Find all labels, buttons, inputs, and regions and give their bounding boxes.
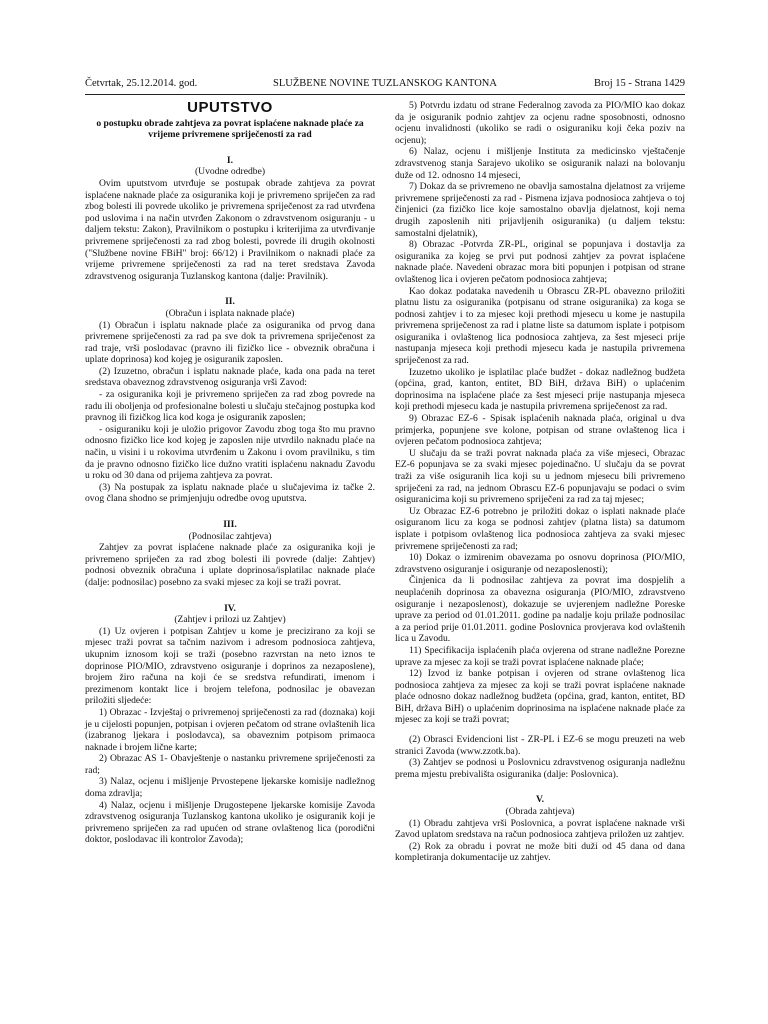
- paragraph: 4) Nalaz, ocjenu i mišljenje Drugostepene ljekarske komisije Zavoda zdravstvenog osiguranja Tuzlanskog kantona ukoliko je osiguranik koji je privremeno spriječen za rad upućen od strane ovlaštenog lica (porodični doktor, poslodavac ili kontrolor Zavoda);: [85, 799, 375, 846]
- paragraph: - za osiguranika koji je privremeno spriječen za rad zbog povrede na radu ili oboljenja od profesionalne bolesti u slučaju stečajnog postupka kod pravnog ili fizičkog lica kod koga je osiguranik zaposlen;: [85, 389, 375, 424]
- paragraph: (2) Rok za obradu i povrat ne može biti duži od 45 dana od dana kompletiranja dokumentacije uz zahtjev.: [395, 840, 685, 864]
- section-number: III.: [223, 519, 237, 530]
- section-heading: (Uvodne odredbe): [194, 166, 266, 178]
- paragraph: Izuzetno ukoliko je isplatilac plaće budžet - dokaz nadležnog budžeta (općina, grad, kanton, entitet, BD BiH, država BiH) o uplaćenim doprinosima na isplaćene plaće za šest mjeseci prije nastupanja mjeseca koji prethodi mjesecu kada je nastupila privremena spriječenost za rad.: [395, 366, 685, 413]
- paragraph: (1) Obradu zahtjeva vrši Poslovnica, a povrat isplaćene naknade vrši Zavod uplatom sredstava na račun podnosioca zahtjeva priložen uz zahtjev.: [395, 817, 685, 841]
- paragraph: 5) Potvrdu izdatu od strane Federalnog zavoda za PIO/MIO kao dokaz da je osiguranik podnio zahtjev za ocjenu radne sposobnosti, odnosno ocjenu invalidnosti (ukoliko se radi o osiguraniku koji čeka poziv na ocjenu);: [395, 100, 685, 146]
- paragraph: - osiguraniku koji je uložio prigovor Zavodu zbog toga što mu pravno odnosno fizičko lice kod kojeg je zaposlen nije utvrdilo naknadu plaće na način, u visini i u rokovima utvrđenim u Zakonu i ovom pravilniku, s tim da je pravno odnosno fizičko lice dužno vratiti isplaćenu naknadu Zavodu u roku od 30 dana od prijema zahtjeva za povrat.: [85, 423, 375, 482]
- document-subtitle: o postupku obrade zahtjeva za povrat isplaćene naknade plaće za vrijeme privremene spriječenosti za rad: [96, 117, 364, 141]
- paragraph: (3) Zahtjev se podnosi u Poslovnicu zdravstvenog osiguranja nadležnu prema mjestu prebivališta osiguranika (dalje: Poslovnica).: [395, 757, 685, 780]
- header-journal: SLUŽBENE NOVINE TUZLANSKOG KANTONA: [273, 78, 497, 89]
- paragraph: 6) Nalaz, ocjenu i mišljenje Instituta za medicinsko vještačenje zdravstvenog stanja Sarajevo ukoliko se osiguranik nalazi na bolovanju duže od 12. odnosno 14 mjeseci,: [395, 146, 685, 181]
- spacer: [395, 726, 685, 734]
- header-page-number: Broj 15 - Strana 1429: [594, 78, 685, 89]
- document-title: UPUTSTVO: [187, 99, 273, 116]
- paragraph: Zahtjev za povrat isplaćene naknade plaće za osiguranika koji je privremeno spriječen za rad zbog bolesti ili povrede (dalje: Zahtjev) podnosi obveznik obračuna i uplate doprinosa/isplatilac naknade plaće (dalje: podnosilac) posebno za svaki mjesec za koji se traži povrat.: [85, 542, 375, 588]
- paragraph: 3) Nalaz, ocjenu i mišljenje Prvostepene ljekarske komisije nadležnog doma zdravlja;: [85, 776, 375, 800]
- section-number: II.: [225, 296, 235, 308]
- left-column: [85, 100, 375, 846]
- paragraph: 7) Dokaz da se privremeno ne obavlja samostalna djelatnost za vrijeme privremene spriječenosti za rad - Pismena izjava podnosioca zahtjeva o toj činjenici (za fizičko lice koje samostalno obavlja djelatnost, koji nema drugih zaposlenih niti prijavljenih osiguranika) (u daljem tekstu: samostalni djelatnik),: [395, 181, 685, 239]
- paragraph: Kao dokaz podataka navedenih u Obrascu ZR-PL obavezno priložiti platnu listu za osiguranika (potpisanu od strane osiguranika) za koga se podnosi zahtjev i to za mjesec koji prethodi mjesecu u kome je nastupila privremena spriječenost za rad i platne liste sa datumom isplate i potpisom osiguranika i ovlaštenog lica podnosioca zahtjeva, za šest mjeseci prije nastupanja mjeseca koji prethodi mjesecu kada je nastupila privremena spriječenost za rad.: [395, 285, 685, 367]
- paragraph: 1) Obrazac - Izvještaj o privremenoj spriječenosti za rad (doznaka) koji je u cijelosti popunjen, potpisan i ovjeren pečatom od strane ovlaštenih lica (izabranog ljekara i poslodavca), sa obaveznim potpisom primaoca naknade i brojem lične karte;: [85, 706, 375, 753]
- paragraph: 10) Dokaz o izmirenim obavezama po osnovu doprinosa (PIO/MIO, zdravstveno osiguranje i osiguranje od nezaposlenosti);: [395, 552, 685, 575]
- paragraph: 9) Obrazac EZ-6 - Spisak isplaćenih naknada plaća, original u dva primjerka, popunjene sve kolone, potpisan od strane ovlaštenog lica i ovjeren pečatom podnosioca zahtjeva;: [395, 413, 685, 448]
- header-date: Četvrtak, 25.12.2014. god.: [85, 78, 198, 89]
- paragraph: (2) Izuzetno, obračun i isplatu naknade plaće, kada ona pada na teret sredstava obaveznog zdravstvenog osiguranja vrši Zavod:: [85, 365, 375, 389]
- paragraph: 12) Izvod iz banke potpisan i ovjeren od strane ovlaštenog lica podnosioca zahtjeva za mjesec za koji se traži povrat isplaćene naknade plaće odnosno dokaz nadležnog budžeta (općina, grad, kanton, entitet, BD BiH, država BiH) o uplaćenim doprinosima na isplaćene naknade plaće za mjesec za koji se traži povrat;: [395, 668, 685, 726]
- section-heading: (Obračun i isplata naknade plaće): [165, 307, 295, 319]
- paragraph: (1) Obračun i isplatu naknade plaće za osiguranika od prvog dana privremene spriječenosti za rad pa sve dok ta privremena spriječenost za rad traje, vrši poslodavac (pravno ili fizičko lice - obveznik obračuna i uplate doprinosa) kod kojeg je osiguranik zaposlen.: [85, 319, 375, 366]
- section-number: IV.: [224, 602, 236, 614]
- page-header: [85, 78, 685, 95]
- paragraph: 8) Obrazac -Potvrda ZR-PL, original se popunjava i dostavlja za osiguranika za kojeg se prvi put podnosi zahtjev za povrat isplaćene naknade plaće. Navedeni obrazac mora biti popunjen i potpisan od strane ovlaštenog lica i ovjeren pečatom podnosioca zahtjeva;: [395, 239, 685, 285]
- section-number: I.: [226, 154, 234, 166]
- paragraph: Uz Obrazac EZ-6 potrebno je priložiti dokaz o isplati naknade plaće osiguranom licu za koga se podnosi zahtjev (platna lista) sa datumom isplate i potpisom ovlaštenog lica podnosioca zahtjeva za svaki mjesec privremene spriječenosti za rad;: [395, 505, 685, 552]
- section-heading: (Zahtjev i prilozi uz Zahtjev): [174, 614, 286, 626]
- right-column: [395, 100, 685, 864]
- section-heading: (Obrada zahtjeva): [505, 806, 575, 818]
- paragraph: U slučaju da se traži povrat naknada plaća za više mjeseci, Obrazac EZ-6 popunjava se za svaki mjesec pojedinačno. U slučaju da se povrat traži za više osiguranih lica koji su u jednom mjesecu bili privremeno spriječeni za rad, na jednom Obrascu EZ-6 popunjavaju se podaci o svim osiguranicima koji su privremeno spriječeni za rad za taj mjesec;: [395, 447, 685, 506]
- paragraph: (3) Na postupak za isplatu naknade plaće u slučajevima iz tačke 2. ovog člana shodno se primjenjuju odredbe ovog uputstva.: [85, 481, 375, 505]
- paragraph: 11) Specifikacija isplaćenih plaća ovjerena od strane nadležne Porezne uprave za mjesec za koji se traži povrat isplaćene naknade plaće;: [395, 644, 685, 668]
- paragraph: (1) Uz ovjeren i potpisan Zahtjev u kome je precizirano za koji se mjesec traži povrat sa tačnim nazivom i adresom podnosioca zahtjeva, ukupnim iznosom koji se traži (posebno razvrstan na neto iznos te doprinose PIO/MIO, zdravstveno osiguranje i doprinos za nezaposlene), brojem žiro računa na koji će se sredstva refundirati, imenom i prezimenom kontakt lice i brojem telefona, podnosilac je obavezan priložiti sljedeće:: [85, 625, 375, 707]
- paragraph: 2) Obrazac AS 1- Obavještenje o nastanku privremene spriječenosti za rad;: [85, 753, 375, 776]
- paragraph: (2) Obrasci Evidencioni list - ZR-PL i EZ-6 se mogu preuzeti na web stranici Zavoda (www.zzotk.ba).: [395, 734, 685, 757]
- section-number: V.: [535, 794, 545, 806]
- section-heading: (Podnosilac zahtjeva): [188, 530, 272, 542]
- paragraph: Ovim uputstvom utvrđuje se postupak obrade zahtjeva za povrat isplaćene naknade plaće za osiguranika koji je privremeno spriječen za rad zbog bolesti ili povrede ukoliko je privremena spriječenost za rad utvrđena pod uslovima i na način utvrđen Zakonom o zdravstvenom osiguranju - u daljem tekstu: Zakon), Pravilnikom o postupku i kriterijima za utvrđivanje privremene spriječenosti za rad zbog bolesti, povrede ili drugih okolnosti ("Službene novine FBiH" broj: 66/12) i Pravilnikom o naknadi plaće za vrijeme privremene spriječenosti za rad na teret sredstava Zavoda zdravstvenog osiguranja Tuzlanskog kantona (dalje: Pravilnik).: [85, 177, 375, 282]
- paragraph: Činjenica da li podnosilac zahtjeva za povrat ima dospjelih a neuplaćenih doprinosa za obavezna osiguranja (PIO/MIO, zdravstveno osiguranje i nezaposlenost), dokazuje se uvjerenjem nadležne Poreske uprave za period od 01.01.2011. godine pa nadalje koju prilaže podnosilac a za period prije 01.01.2011. godine Poslovnica provjerava kod ovlaštenih lica u Zavodu.: [395, 575, 685, 645]
